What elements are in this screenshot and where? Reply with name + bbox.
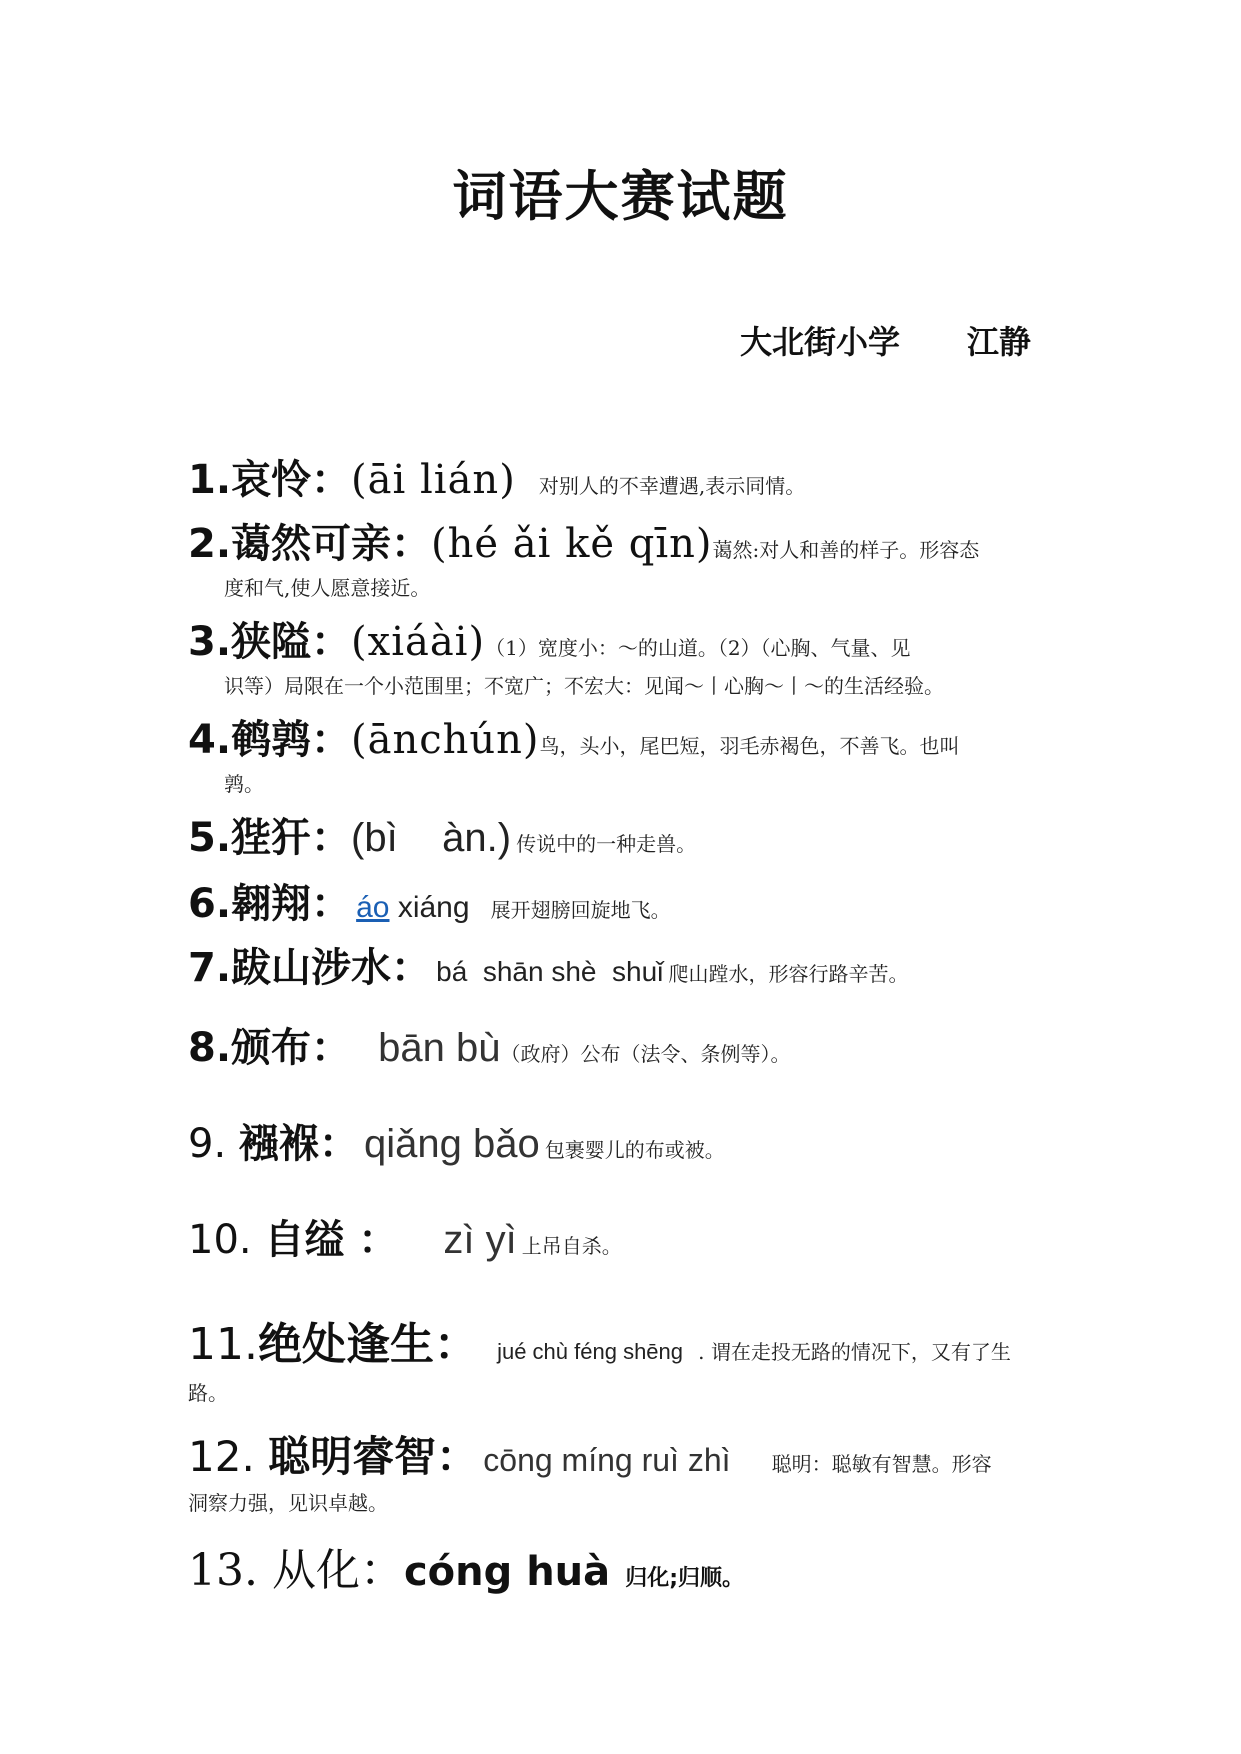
entry-number: 2. <box>188 521 232 567</box>
entry-pinyin: (xiáài) <box>351 619 486 665</box>
entry-5 <box>188 806 1078 863</box>
entry-word: 颁布： <box>231 1025 352 1071</box>
entry-definition: 对别人的不幸遭遇,表示同情。 <box>538 474 806 498</box>
entry-number: 9. <box>188 1121 239 1167</box>
entry-definition: 聪明：聪敏有智慧。形容 <box>771 1452 992 1476</box>
entry-word: 聪明睿智： <box>268 1432 479 1481</box>
entry-pinyin: qiǎng bǎo <box>363 1122 540 1166</box>
entry-number: 8. <box>188 1025 232 1071</box>
entry-number: 13. <box>188 1545 272 1596</box>
entry-1 <box>188 448 1078 505</box>
entry-6 <box>188 872 1078 929</box>
entry-definition-continued: 鹑。 <box>224 772 264 796</box>
entry-pinyin: xiáng <box>389 891 470 924</box>
entry-word: 鹌鹑： <box>231 717 352 763</box>
entry-number: 10. <box>188 1217 265 1263</box>
entry-number: 7. <box>188 945 232 991</box>
entry-number: 3. <box>188 619 232 665</box>
author-line <box>740 320 1031 364</box>
entry-pinyin: bān bù <box>378 1026 501 1070</box>
entry-word: 襁褓： <box>238 1121 359 1167</box>
entry-definition: 展开翅膀回旋地飞。 <box>490 898 671 922</box>
entry-word: 狭隘： <box>231 619 352 665</box>
entry-number: 11. <box>188 1319 258 1370</box>
entry-pinyin: (āi lián) <box>351 457 516 503</box>
document-title: 词语大赛试题 <box>452 165 789 228</box>
entry-pinyin: bá shān shè shuǐ <box>436 956 664 987</box>
entry-pinyin: (hé ǎi kě qīn) <box>431 521 713 567</box>
entry-number: 12. <box>188 1432 269 1481</box>
school-name: 大北街小学 <box>740 323 901 361</box>
entry-definition: （政府）公布（法令、条例等）。 <box>500 1042 791 1066</box>
entry-definition: 鸟，头小，尾巴短，羽毛赤褐色，不善飞。也叫 <box>539 734 960 758</box>
entry-number: 4. <box>188 717 232 763</box>
entry-definition: 传说中的一种走兽。 <box>516 832 697 856</box>
entry-9 <box>188 1112 1078 1169</box>
entry-word: 翱翔： <box>231 881 352 927</box>
entry-12 <box>188 1424 1078 1522</box>
entry-3 <box>188 610 1078 705</box>
entry-word: 蔼然可亲： <box>231 521 432 567</box>
entry-pinyin: (bì àn.) <box>351 816 512 860</box>
entry-definition: 包裹婴儿的布或被。 <box>544 1138 725 1162</box>
entry-word: 跋山涉水： <box>231 945 432 991</box>
entry-definition: 蔼然:对人和善的样子。形容态 <box>712 538 980 562</box>
entry-pinyin: zì yì <box>443 1218 517 1262</box>
entry-word: 从化： <box>271 1545 404 1596</box>
entry-definition-continued: 路。 <box>188 1381 228 1405</box>
pinyin-link[interactable]: áo <box>356 891 390 924</box>
entry-word: 绝处逢生： <box>257 1319 478 1370</box>
entry-number: 6. <box>188 881 232 927</box>
entry-13 <box>188 1534 1078 1598</box>
entry-definition-continued: 度和气,使人愿意接近。 <box>224 576 431 600</box>
entry-pinyin: jué chù féng shēng <box>497 1339 684 1364</box>
entry-definition: 上吊自杀。 <box>521 1234 622 1258</box>
entry-definition: （1）宽度小：～的山道。（2）（心胸、气量、见 <box>485 636 911 660</box>
entry-definition-continued: 识等）局限在一个小范围里；不宽广；不宏大：见闻～丨心胸～丨～的生活经验。 <box>224 674 944 698</box>
entry-word: 自缢 ： <box>264 1217 399 1263</box>
entry-number: 5. <box>188 815 232 861</box>
entry-number: 1. <box>188 457 232 503</box>
entry-pinyin: (ānchún) <box>351 717 540 763</box>
entry-definition: 爬山蹚水，形容行路辛苦。 <box>668 962 909 986</box>
author-name: 江静 <box>966 323 1031 361</box>
entry-definition: 归化;归顺。 <box>625 1566 745 1591</box>
entry-2 <box>188 512 1078 607</box>
entry-pinyin: cōng míng ruì zhì <box>483 1442 731 1478</box>
entry-11 <box>188 1308 1078 1412</box>
entry-10 <box>188 1208 1078 1265</box>
entry-definition-continued: 洞察力强，见识卓越。 <box>188 1491 388 1515</box>
entry-7 <box>188 936 1078 993</box>
entry-word: 哀怜： <box>231 457 352 503</box>
entry-pinyin: cóng huà <box>403 1549 611 1595</box>
entry-8 <box>188 1016 1078 1073</box>
entry-4 <box>188 708 1078 803</box>
entry-word: 狴犴： <box>231 815 352 861</box>
entry-definition: . 谓在走投无路的情况下，又有了生 <box>698 1340 1011 1364</box>
